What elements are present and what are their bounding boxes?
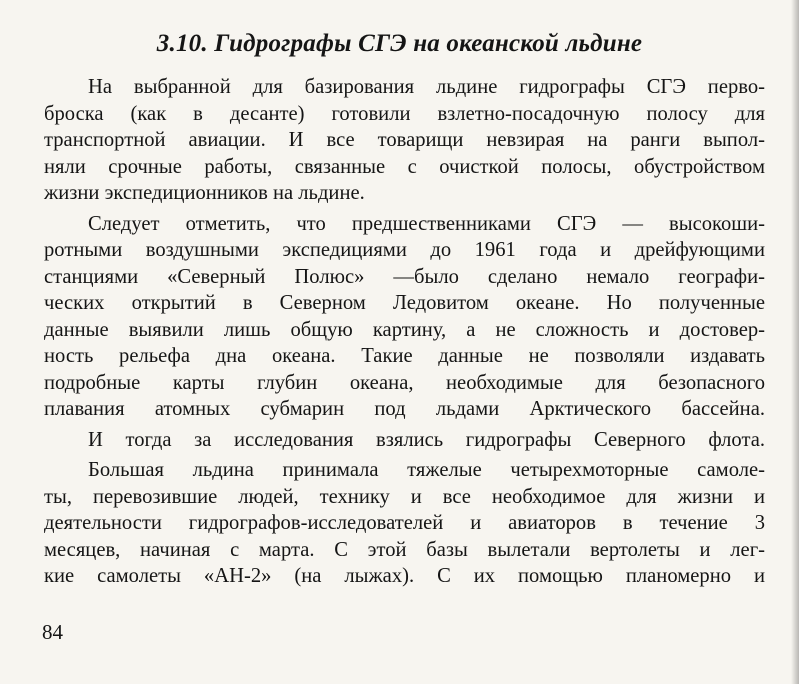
- page-edge-shadow: [791, 0, 799, 684]
- text-line: Большая льдина принимала тяжелые четырехмоторные самоле-: [88, 459, 765, 481]
- text-line: ротными воздушными экспедициями до 1961 года и дрейфующими: [44, 239, 765, 261]
- text-line: кие самолеты «АН-2» (на лыжах). С их помощью планомерно и: [44, 565, 765, 587]
- paragraph-1: [44, 74, 765, 207]
- paragraph-3: [44, 427, 765, 454]
- text-line: подробные карты глубин океана, необходимые для безопасного: [44, 371, 765, 394]
- text-line: данные выявили лишь общую картину, а не сложность и достовер-: [44, 318, 765, 341]
- text-line: плавания атомных субмарин под льдами Арктического бассейна.: [44, 398, 765, 420]
- text-line: И тогда за исследования взялись гидрографы Северного флота.: [88, 428, 765, 451]
- text-line: транспортной авиации. И все товарищи невзирая на ранги выпол-: [44, 129, 765, 151]
- text-line: ческих открытий в Северном Ледовитом океане. Но полученные: [44, 292, 765, 314]
- text-line: ность рельефа дна океана. Такие данные не позволяли издавать: [44, 345, 765, 367]
- page-number: 84: [42, 620, 63, 644]
- section-title: 3.10. Гидрографы СГЭ на океанской льдине: [156, 30, 643, 57]
- text-line: броска (как в десанте) готовили взлетно-посадочную полосу для: [44, 102, 765, 125]
- text-line: станциями «Северный Полюс» —было сделано немало географи-: [44, 265, 765, 288]
- body-text: [44, 74, 765, 594]
- text-line: жизни экспедиционников на льдине.: [44, 182, 365, 204]
- paragraph-4: [44, 457, 765, 590]
- text-line: На выбранной для базирования льдине гидрографы СГЭ перво-: [88, 76, 765, 98]
- text-line: ты, перевозившие людей, технику и все необходимое для жизни и: [44, 485, 765, 508]
- text-line: месяцев, начиная с марта. С этой базы вылетали вертолеты и лег-: [44, 538, 765, 561]
- paragraph-2: [44, 211, 765, 423]
- text-line: Следует отметить, что предшественниками СГЭ — высокоши-: [88, 212, 765, 235]
- text-line: няли срочные работы, связанные с очисткой полосы, обустройством: [44, 155, 765, 178]
- text-line: деятельности гидрографов-исследователей и авиаторов в течение 3: [44, 512, 765, 534]
